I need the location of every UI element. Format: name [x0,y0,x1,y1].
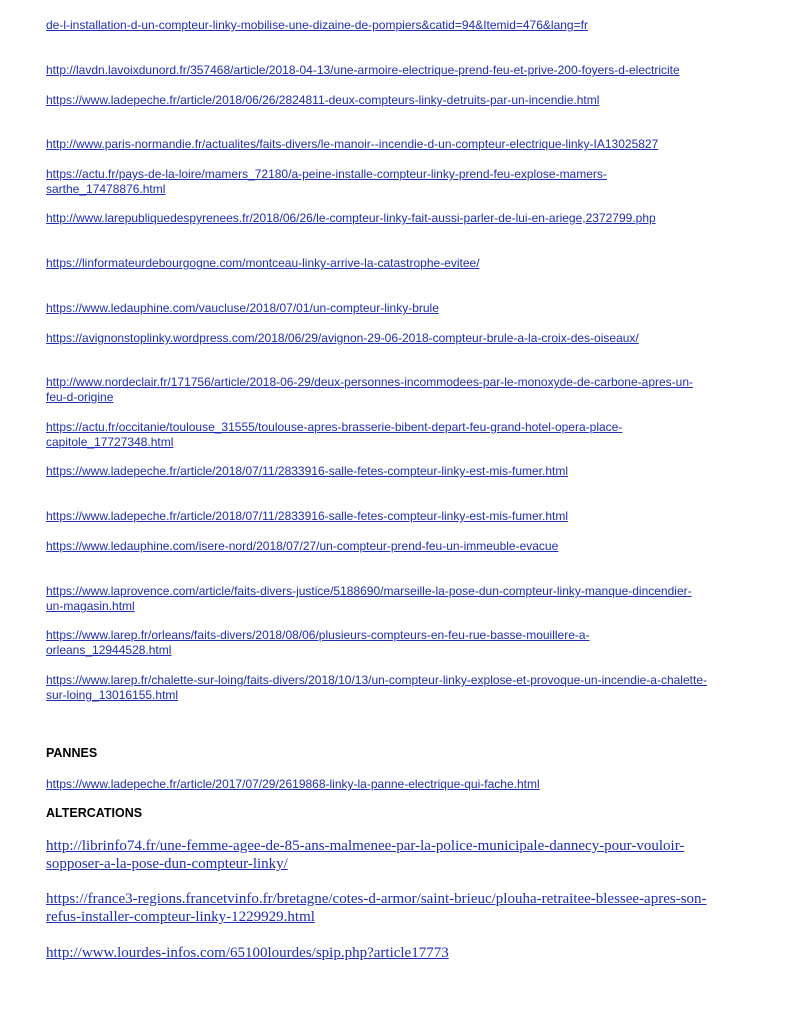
link-line: feu-d-origine [46,390,114,404]
link-pompiers-linky[interactable] [46,18,588,33]
link-ladepeche-2824811[interactable] [46,93,599,108]
link-larep-chalette[interactable] [46,673,707,703]
link-line: sopposer-a-la-pose-dun-compteur-linky/ [46,856,288,872]
link-line: https://www.ladepeche.fr/article/2017/07/29/2619868-linky-la-panne-electrique-qui-fache.html [46,777,540,791]
link-pannes-ladepeche[interactable] [46,777,540,792]
link-larep-orleans[interactable] [46,628,590,658]
link-line: un-magasin.html [46,599,135,613]
link-larepubliquedespyrenees[interactable] [46,211,656,226]
link-line: https://www.ladepeche.fr/article/2018/07/11/2833916-salle-fetes-compteur-linky-est-mis-fumer.html [46,509,569,523]
link-actu-toulouse[interactable] [46,420,622,450]
link-line: https://linformateurdebourgogne.com/montceau-linky-arrive-la-catastrophe-evitee/ [46,256,480,270]
link-ledauphine-isere-nord[interactable] [46,539,558,554]
link-line: https://www.larep.fr/orleans/faits-divers/2018/08/06/plusieurs-compteurs-en-feu-rue-basse-mouillere-a- [46,628,590,642]
link-line: https://www.ledauphine.com/isere-nord/2018/07/27/un-compteur-prend-feu-un-immeuble-evacue [46,539,559,553]
link-line: http://www.nordeclair.fr/171756/article/2018-06-29/deux-personnes-incommodees-par-le-monoxyde-de-carbone-apres-un- [46,375,694,389]
link-line: https://www.laprovence.com/article/faits-divers-justice/5188690/marseille-la-pose-dun-compteur-linky-manque-dincendier- [46,584,692,598]
link-line: orleans_12944528.html [46,643,172,657]
link-line: https://france3-regions.francetvinfo.fr/bretagne/cotes-d-armor/saint-brieuc/plouha-retraitee-blessee-apres-son- [46,891,707,907]
link-line: https://avignonstoplinky.wordpress.com/2018/06/29/avignon-29-06-2018-compteur-brule-a-la-croix-des-oiseaux/ [46,331,639,345]
link-line: sarthe_17478876.html [46,182,166,196]
link-actu-mamers[interactable] [46,167,607,197]
link-line: https://actu.fr/pays-de-la-loire/mamers_72180/a-peine-installe-compteur-linky-prend-feu-explose-mamers- [46,167,607,181]
link-paris-normandie[interactable] [46,137,658,152]
link-france3-regions[interactable] [46,890,707,926]
link-line: http://librinfo74.fr/une-femme-agee-de-85-ans-malmenee-par-la-police-municipale-dannecy-pour-vouloir- [46,838,685,854]
link-line: http://lavdn.lavoixdunord.fr/357468/article/2018-04-13/une-armoire-electrique-prend-feu-et-prive-200-foyers-d-electricite [46,63,680,77]
link-ledauphine-vaucluse[interactable] [46,301,439,316]
link-line: refus-installer-compteur-linky-1229929.html [46,909,315,925]
link-laprovence-marseille[interactable] [46,584,692,614]
section-heading-pannes: PANNES [46,746,98,760]
link-line: https://www.ladepeche.fr/article/2018/06/26/2824811-deux-compteurs-linky-detruits-par-un-incendie.html [46,93,600,107]
section-heading-altercations: ALTERCATIONS [46,806,143,820]
link-line: capitole_17727348.html [46,435,174,449]
link-ladepeche-2833916-repeat[interactable] [46,509,568,524]
link-librinfo74[interactable] [46,837,684,873]
link-line: http://www.paris-normandie.fr/actualites/faits-divers/le-manoir--incendie-d-un-compteur-electrique-linky-IA13025827 [46,137,659,151]
link-line: https://www.ladepeche.fr/article/2018/07/11/2833916-salle-fetes-compteur-linky-est-mis-fumer.html [46,464,569,478]
link-line: de-l-installation-d-un-compteur-linky-mobilise-une-dizaine-de-pompiers&catid=94&Itemid=476&lang=fr [46,18,588,32]
link-lourdes-infos[interactable] [46,944,449,962]
link-line: http://www.larepubliquedespyrenees.fr/2018/06/26/le-compteur-linky-fait-aussi-parler-de-lui-en-ariege,2372799.php [46,211,656,225]
link-lavoixdunord[interactable] [46,63,680,78]
link-ladepeche-2833916[interactable] [46,464,568,479]
link-linformateurdebourgogne[interactable] [46,256,480,271]
link-line: https://www.larep.fr/chalette-sur-loing/faits-divers/2018/10/13/un-compteur-linky-explose-et-provoque-un-incendie-a-chalette- [46,673,707,687]
link-line: https://www.ledauphine.com/vaucluse/2018/07/01/un-compteur-linky-brule [46,301,439,315]
link-nordeclair[interactable] [46,375,693,405]
link-line: http://www.lourdes-infos.com/65100lourdes/spip.php?article17773 [46,945,449,961]
link-line: https://actu.fr/occitanie/toulouse_31555/toulouse-apres-brasserie-bibent-depart-feu-grand-hotel-opera-place- [46,420,623,434]
link-avignonstoplinky[interactable] [46,331,639,346]
link-line: sur-loing_13016155.html [46,688,179,702]
